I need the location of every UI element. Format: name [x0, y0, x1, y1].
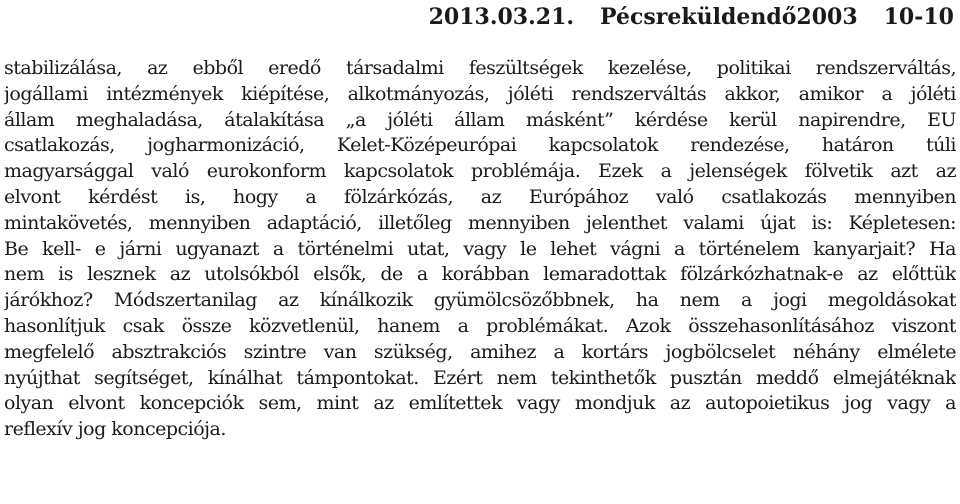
- text-line: állam meghaladása, átalakítása „a jóléti állam másként” kérdése kerül napirendre, EU: [4, 108, 956, 131]
- text-line: stabilizálása, az ebből eredő társadalmi feszültségek kezelése, politikai rendszerváltás,: [4, 57, 956, 79]
- text-line: megfelelő absztrakciós szintre van szükség, amihez a kortárs jogbölcselet néhány elmélete: [4, 340, 956, 363]
- header-title: Pécsreküldendő2003: [600, 4, 858, 30]
- text-line: reflexív jog koncepciója.: [4, 418, 226, 441]
- text-line: nem is lesznek az utolsókból elsők, de a korábban lemaradottak fölzárkózhatnak-e az előttük: [4, 263, 956, 286]
- header-page-number: 10-10: [883, 4, 954, 30]
- text-line: nyújthat segítséget, kínálhat támpontokat. Ezért nem tekinthetők pusztán meddő elmejátéknak: [4, 366, 956, 389]
- text-line: mintakövetés, mennyiben adaptáció, illetőleg mennyiben jelenthet valami újat is: Képletesen:: [4, 211, 956, 234]
- text-line: csatlakozás, jogharmonizáció, Kelet-Középeurópai kapcsolatok rendezése, határon túli: [4, 134, 956, 157]
- text-line: hasonlítjuk csak össze közvetlenül, hanem a problémákat. Azok összehasonlításához viszont: [4, 314, 956, 337]
- text-line: olyan elvont koncepciók sem, mint az említettek vagy mondjuk az autopoietikus jog vagy a: [4, 392, 956, 415]
- header-date: 2013.03.21.: [428, 4, 575, 30]
- page-header: [429, 2, 954, 32]
- text-line: járókhoz? Módszertanilag az kínálkozik gyümölcsözőbbnek, ha nem a jogi megoldásokat: [4, 289, 956, 312]
- text-line: Be kell- e járni ugyanazt a történelmi utat, vagy le lehet vágni a történelem kanyarjait? Ha: [4, 237, 956, 260]
- text-line: magyarsággal való eurokonform kapcsolatok problémája. Ezek a jelenségek fölvetik azt az: [4, 160, 956, 183]
- text-line: jogállami intézmények kiépítése, alkotmányozás, jóléti rendszerváltás akkor, amikor a jóléti: [4, 82, 956, 105]
- text-line: elvont kérdést is, hogy a fölzárkózás, az Európához való csatlakozás mennyiben: [4, 185, 956, 208]
- body-paragraph: [4, 56, 956, 443]
